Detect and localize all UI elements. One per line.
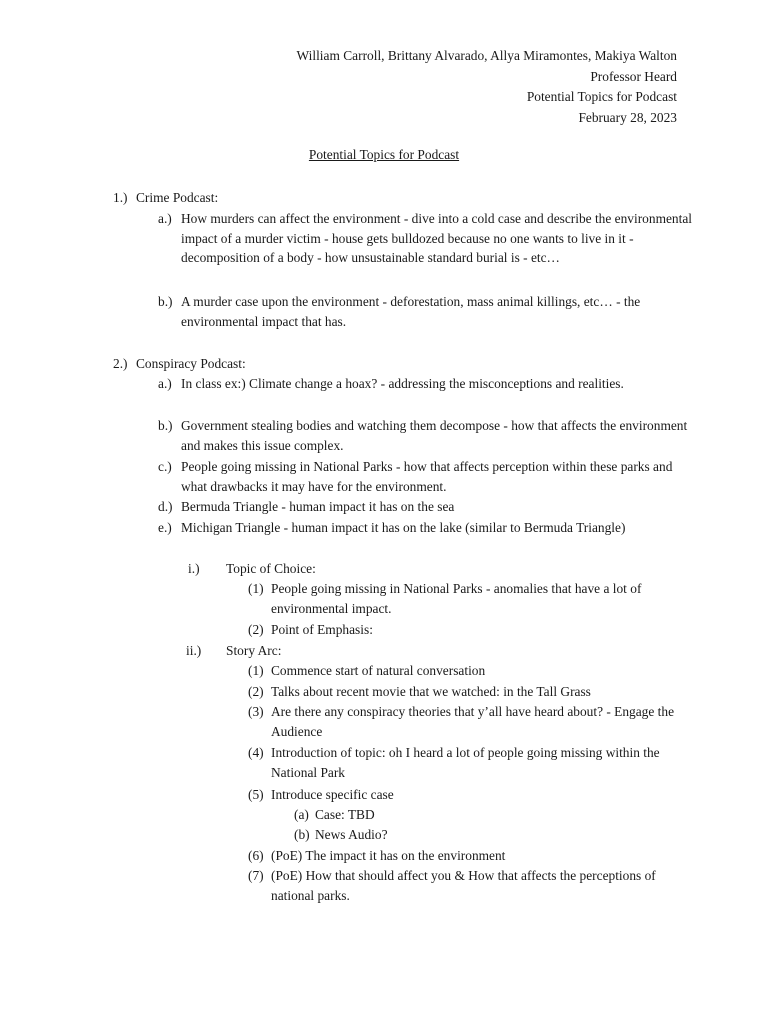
list-item — [158, 518, 651, 538]
list-text: Michigan Triangle - human impact it has on the lake (similar to Bermuda Triangle) — [181, 520, 626, 535]
subsection-heading: Topic of Choice: — [226, 561, 316, 576]
list-item — [158, 209, 696, 268]
list-label: (2) — [248, 684, 264, 699]
list-item — [158, 457, 696, 496]
section-heading: Crime Podcast: — [136, 190, 219, 205]
list-label: (3) — [248, 704, 264, 719]
professor-name: Professor Heard — [590, 68, 677, 84]
list-item — [248, 579, 698, 618]
list-label: (4) — [248, 745, 264, 760]
list-label: d.) — [158, 499, 173, 514]
list-label: (a) — [294, 807, 309, 822]
list-text: In class ex:) Climate change a hoax? - addressing the misconceptions and realities. — [181, 376, 624, 391]
list-item — [158, 292, 696, 331]
list-text: Point of Emphasis: — [271, 622, 373, 637]
document-header — [297, 46, 677, 129]
list-text: (PoE) The impact it has on the environment — [271, 848, 506, 863]
list-label: (7) — [248, 868, 264, 883]
list-text: People going missing in National Parks - how that affects perception within these parks and what drawbacks it may have for the environment. — [181, 459, 673, 494]
list-text: Government stealing bodies and watching them decompose - how that affects the environment and makes this issue complex. — [181, 418, 688, 453]
list-label: a.) — [158, 376, 172, 391]
list-text: Bermuda Triangle - human impact it has on the sea — [181, 499, 455, 514]
list-item — [248, 866, 698, 905]
list-label: b.) — [158, 418, 173, 433]
list-text: A murder case upon the environment - deforestation, mass animal killings, etc… - the environmental impact that has. — [181, 294, 641, 329]
list-item — [248, 620, 698, 640]
author-names: William Carroll, Brittany Alvarado, Allya Miramontes, Makiya Walton — [296, 48, 677, 63]
list-label: 1.) — [113, 190, 128, 205]
list-item — [248, 682, 698, 702]
list-label: e.) — [158, 520, 172, 535]
list-item — [248, 702, 698, 741]
list-text: How murders can affect the environment - dive into a cold case and describe the environmental impact of a murder victim - house gets bulldozed because no one wants to live in it - decomposition of a body - how unsustainable standard burial is - etc… — [181, 211, 693, 266]
list-text: Commence start of natural conversation — [271, 663, 486, 678]
list-label: (2) — [248, 622, 264, 637]
list-text: News Audio? — [315, 827, 388, 842]
header-doc-title: Potential Topics for Podcast — [526, 89, 677, 105]
list-label: (5) — [248, 787, 264, 802]
subsection-heading: Story Arc: — [226, 643, 282, 658]
list-item — [158, 497, 696, 517]
list-item — [248, 846, 698, 866]
list-item — [158, 374, 696, 394]
list-label: (b) — [294, 827, 310, 842]
list-item — [294, 825, 695, 845]
list-label: (1) — [248, 663, 264, 678]
list-label: (1) — [248, 581, 264, 596]
list-text: Case: TBD — [315, 807, 375, 822]
list-label: a.) — [158, 211, 172, 226]
list-text: People going missing in National Parks - anomalies that have a lot of environmental impact. — [271, 581, 642, 616]
list-text: Introduction of topic: oh I heard a lot of people going missing within the National Park — [271, 745, 660, 780]
list-text: (PoE) How that should affect you & How that affects the perceptions of national parks. — [271, 868, 656, 903]
list-item-topic-of-choice — [188, 559, 706, 579]
list-item — [158, 416, 696, 455]
list-label: i.) — [188, 561, 200, 576]
list-label: 2.) — [113, 356, 128, 371]
document-date: February 28, 2023 — [578, 110, 677, 126]
list-label: c.) — [158, 459, 172, 474]
list-text: Introduce specific case — [271, 787, 394, 802]
list-item — [248, 785, 698, 805]
page-title — [0, 147, 768, 163]
list-item-section-crime — [113, 188, 696, 208]
list-item — [248, 661, 698, 681]
list-label: ii.) — [186, 643, 202, 658]
list-item — [248, 743, 698, 782]
list-item — [294, 805, 695, 825]
page-title-text: Potential Topics for Podcast — [308, 147, 460, 162]
list-text: Talks about recent movie that we watched: in the Tall Grass — [271, 684, 591, 699]
list-item-section-conspiracy — [113, 354, 696, 374]
list-label: b.) — [158, 294, 173, 309]
section-heading: Conspiracy Podcast: — [136, 356, 246, 371]
list-item-story-arc — [186, 641, 706, 661]
list-label: (6) — [248, 848, 264, 863]
list-text: Are there any conspiracy theories that y’all have heard about? - Engage the Audience — [271, 704, 675, 739]
